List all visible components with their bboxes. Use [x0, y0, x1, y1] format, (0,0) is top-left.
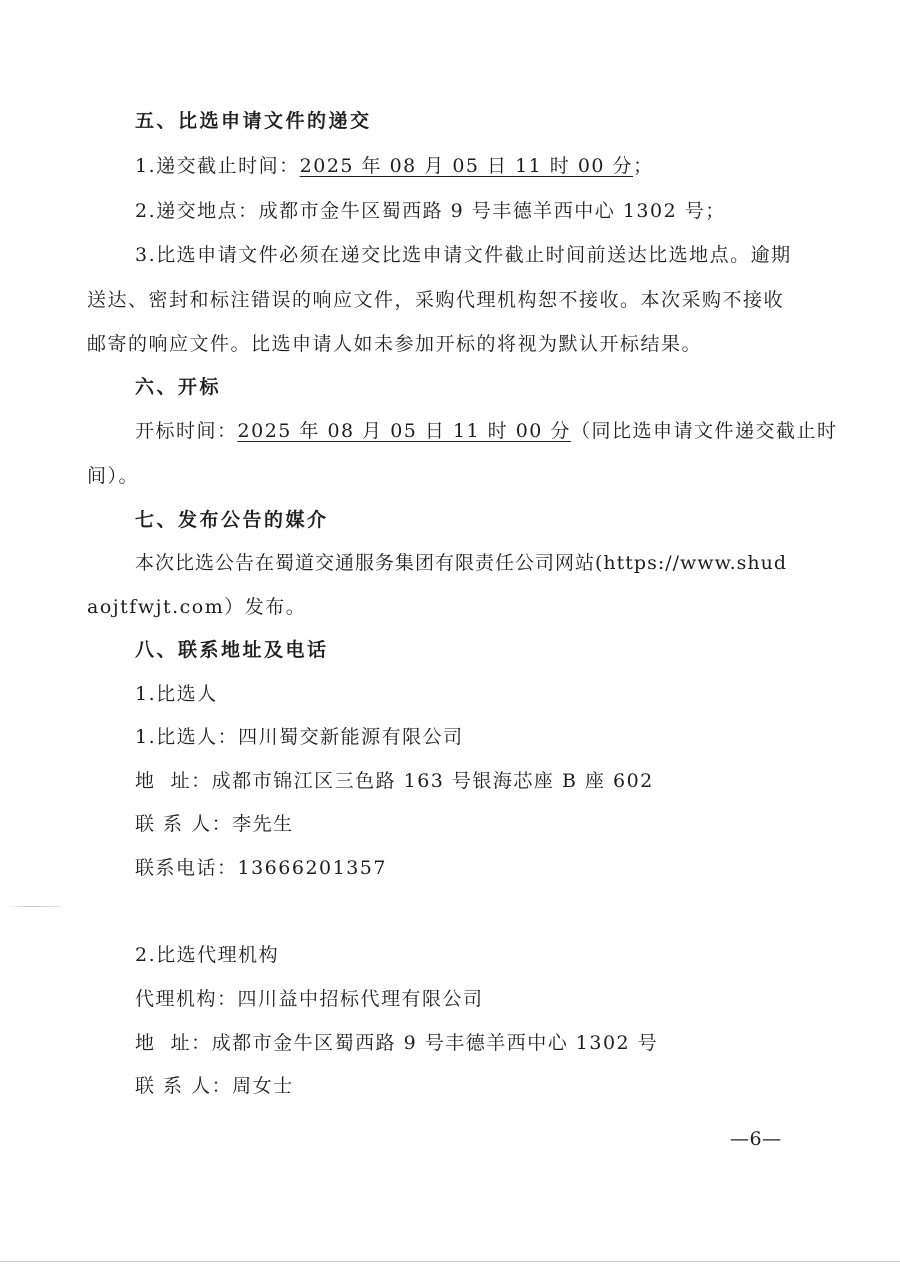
bid-opening-time-note: （同比选申请文件递交截止时	[570, 420, 838, 442]
submission-deadline-value: 2025 年 08 月 05 日 11 时 00 分	[299, 155, 634, 177]
scan-mark	[6, 906, 61, 907]
submission-rules-line-3: 邮寄的响应文件。比选申请人如未参加开标的将视为默认开标结果。	[87, 333, 703, 355]
section7-heading: 七、发布公告的媒介	[135, 509, 329, 531]
submission-rules-line-1: 3.比选申请文件必须在递交比选申请文件截止时间前送达比选地点。逾期	[135, 244, 792, 266]
bottom-divider	[0, 1261, 900, 1262]
purchaser-subheading: 1.比选人	[135, 683, 218, 705]
bid-opening-time-value: 2025 年 08 月 05 日 11 时 00 分	[237, 420, 571, 442]
purchaser-address: 地 址：成都市锦江区三色路 163 号银海芯座 B 座 602	[135, 770, 654, 792]
page-number: —6—	[730, 1128, 782, 1150]
section8-heading: 八、联系地址及电话	[135, 639, 329, 661]
submission-deadline-line	[135, 153, 654, 179]
submission-rules-line-2: 送达、密封和标注错误的响应文件，采购代理机构恕不接收。本次采购不接收	[87, 289, 785, 311]
agency-name: 代理机构：四川益中招标代理有限公司	[135, 988, 484, 1010]
submission-location-line: 2.递交地点：成都市金牛区蜀西路 9 号丰德羊西中心 1302 号；	[135, 200, 726, 222]
agency-address: 地 址：成都市金牛区蜀西路 9 号丰德羊西中心 1302 号	[135, 1032, 659, 1054]
submission-deadline-end: ；	[633, 155, 654, 177]
purchaser-phone: 联系电话：13666201357	[135, 857, 387, 879]
bid-opening-time-label: 开标时间：	[135, 420, 238, 442]
agency-contact: 联 系 人：周女士	[135, 1075, 294, 1097]
section5-heading: 五、比选申请文件的递交	[135, 110, 372, 132]
agency-subheading: 2.比选代理机构	[135, 944, 280, 966]
media-line-2: aojtfwjt.com）发布。	[87, 596, 307, 618]
media-line-1: 本次比选公告在蜀道交通服务集团有限责任公司网站(https://www.shud	[135, 552, 787, 574]
purchaser-name: 1.比选人：四川蜀交新能源有限公司	[135, 726, 464, 748]
bid-opening-time-note-cont: 间）。	[87, 465, 140, 487]
bid-opening-time-line	[135, 418, 837, 444]
submission-deadline-label: 1.递交截止时间：	[135, 155, 300, 177]
purchaser-contact: 联 系 人：李先生	[135, 813, 294, 835]
section6-heading: 六、开标	[135, 376, 222, 398]
